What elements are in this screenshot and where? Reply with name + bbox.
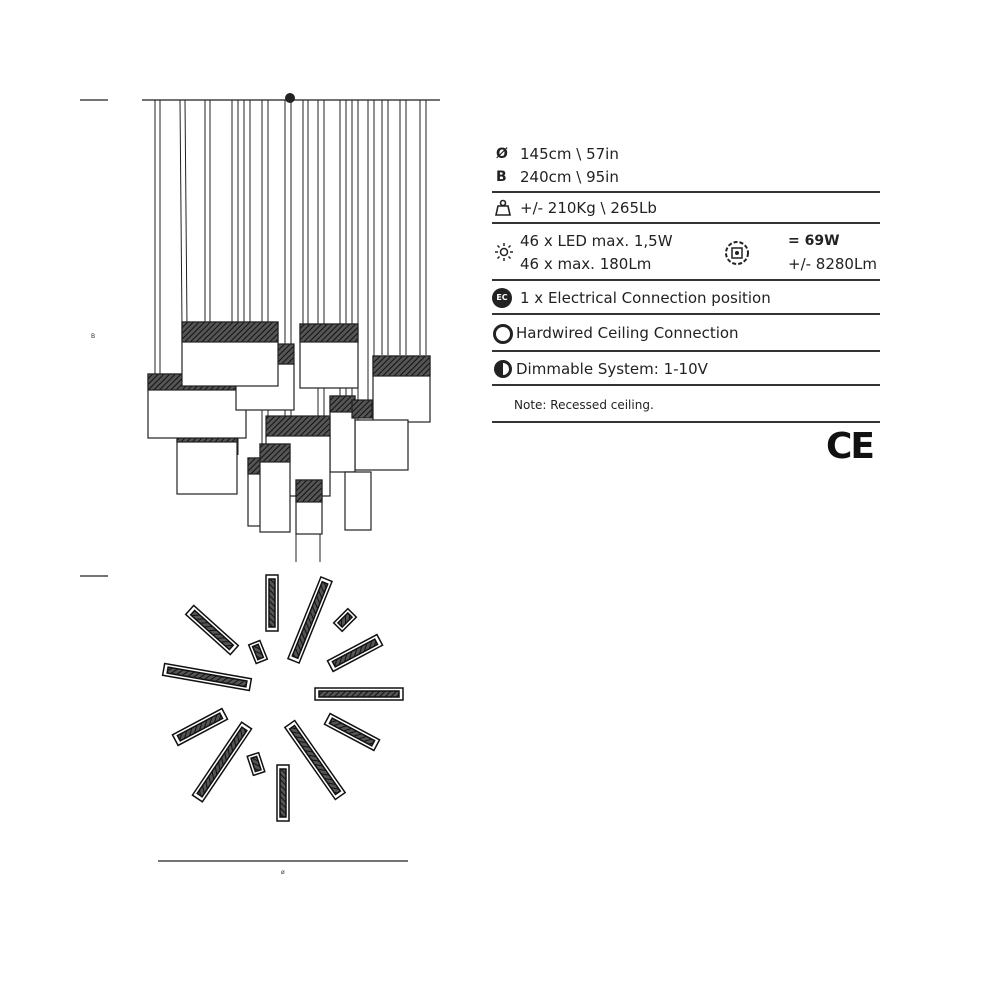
total-lumen: +/- 8280Lm [788, 255, 877, 273]
ceiling-connection-row [492, 315, 880, 352]
weight-icon [495, 199, 511, 217]
weight-row [492, 193, 880, 224]
connection-position-text: 1 x Electrical Connection position [520, 289, 771, 307]
ring-icon [492, 323, 514, 345]
height-symbol: B [496, 169, 507, 185]
ec-badge-icon: EC [492, 288, 512, 308]
note-row [492, 386, 880, 423]
weight-value: +/- 210Kg \ 265Lb [520, 199, 657, 217]
ce-mark: CE [826, 426, 874, 467]
diameter-marker: ø [281, 869, 285, 876]
plan-view [163, 575, 403, 821]
diameter-value: 145cm \ 57in [520, 145, 619, 163]
connection-position-row [492, 281, 880, 315]
note-text: Note: Recessed ceiling. [514, 398, 654, 412]
led-chip-icon [722, 238, 752, 268]
height-value: 240cm \ 95in [520, 168, 619, 186]
light-row [492, 224, 880, 281]
dimming-row [492, 352, 880, 386]
sun-icon [494, 242, 514, 262]
height-marker: B [91, 333, 96, 340]
diameter-symbol: Ø [496, 146, 508, 162]
led-count: 46 x LED max. 1,5W [520, 232, 673, 250]
dimmer-icon [492, 358, 514, 380]
lumen-per-led: 46 x max. 180Lm [520, 255, 652, 273]
spec-table [492, 140, 880, 423]
ceiling-connection-text: Hardwired Ceiling Connection [516, 324, 739, 342]
total-watt: = 69W [788, 233, 840, 249]
dimensions-row [492, 140, 880, 193]
dimming-text: Dimmable System: 1-10V [516, 360, 708, 378]
